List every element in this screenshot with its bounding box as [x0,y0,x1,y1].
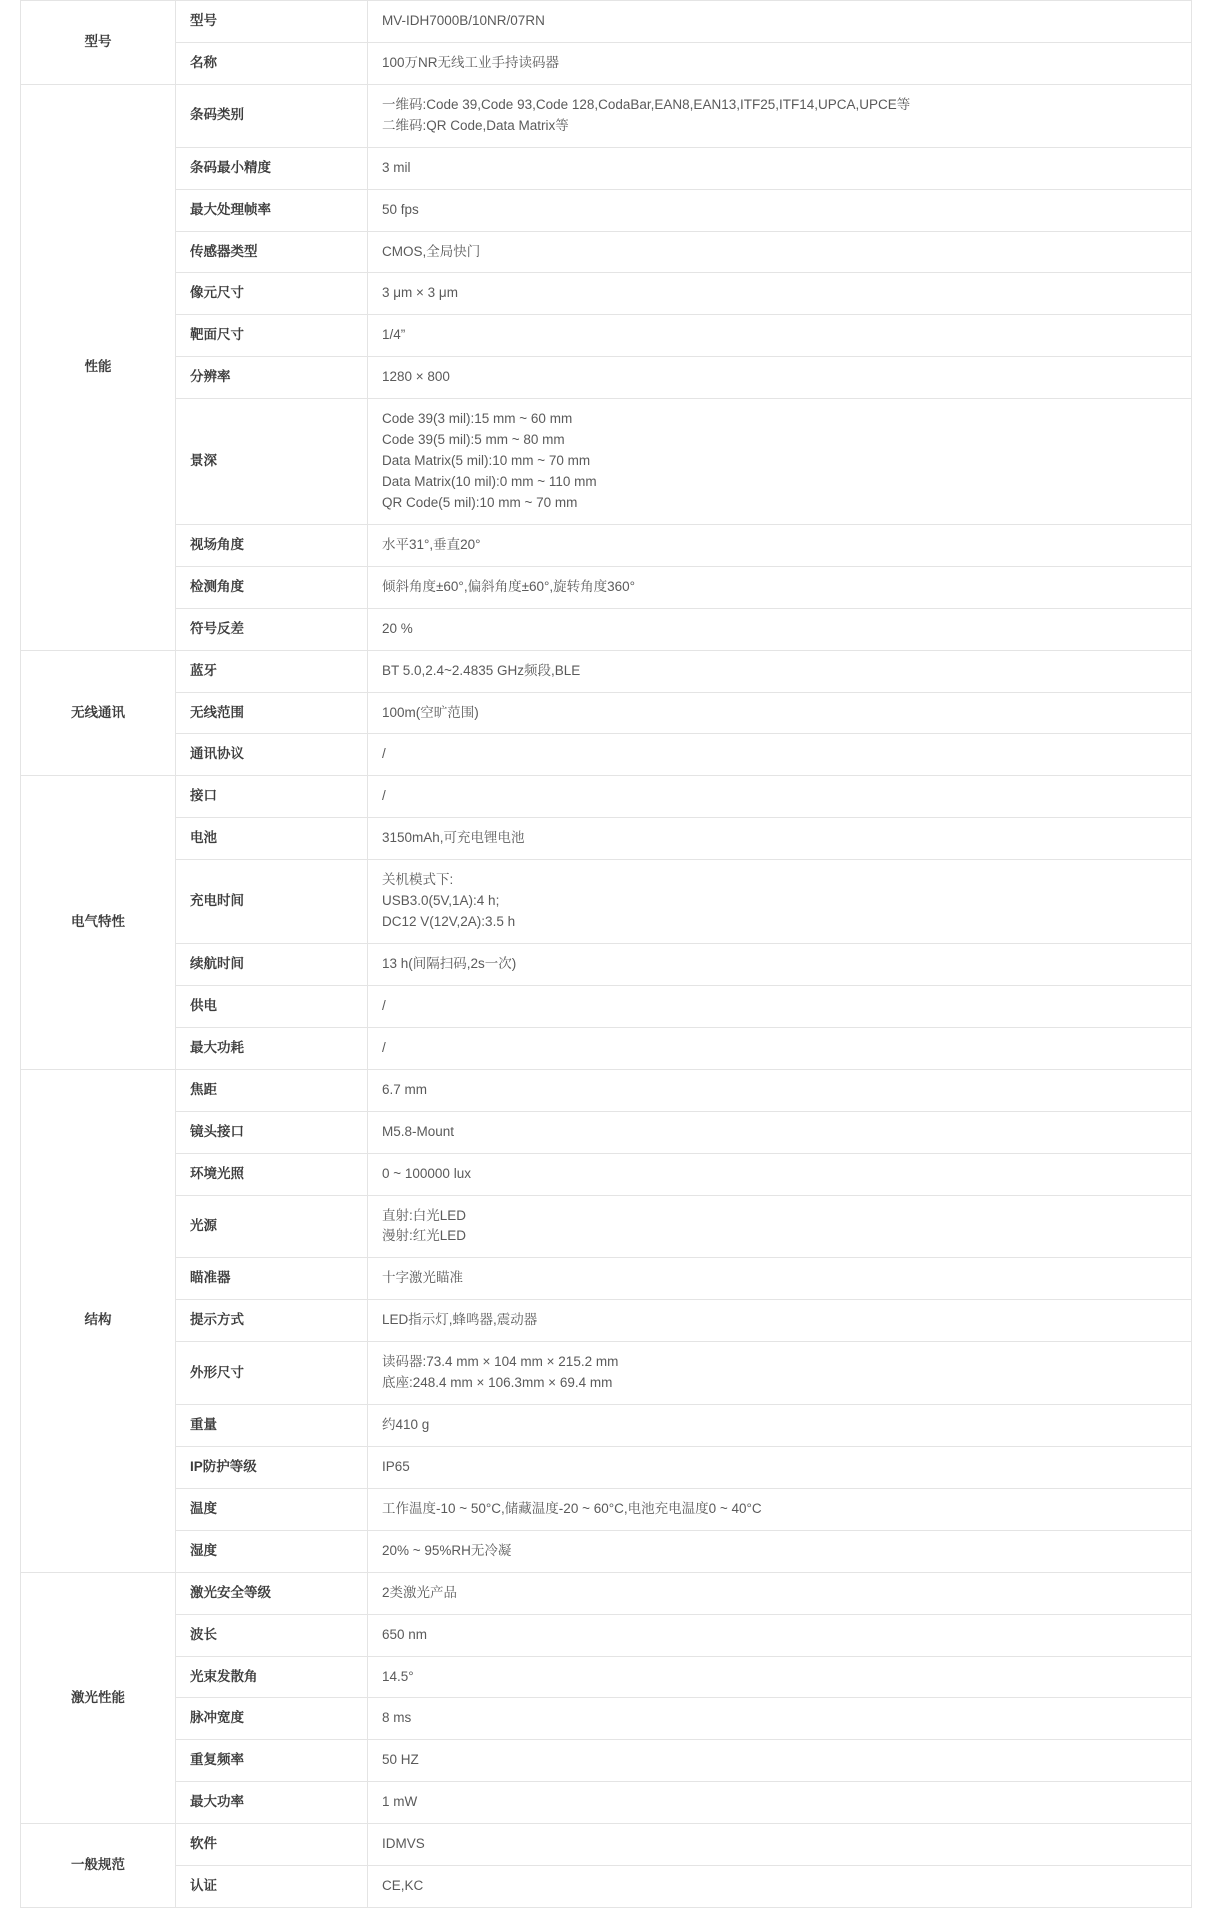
spec-value [368,189,1192,231]
spec-value-line: Data Matrix(10 mil):0 mm ~ 110 mm [382,473,597,489]
spec-value [368,1656,1192,1698]
spec-key: 无线范围 [176,692,368,734]
table-row [21,1656,1192,1698]
table-row [21,1027,1192,1069]
group-label: 结构 [21,1069,176,1572]
spec-value [368,42,1192,84]
table-row [21,566,1192,608]
spec-value [368,818,1192,860]
table-row [21,1824,1192,1866]
spec-key: 靶面尺寸 [176,315,368,357]
table-row [21,1258,1192,1300]
spec-key: 最大功耗 [176,1027,368,1069]
spec-key: 名称 [176,42,368,84]
spec-value-line: / [382,1039,386,1055]
spec-value [368,1111,1192,1153]
spec-value-line: 漫射:红光LED [382,1228,467,1244]
spec-value [368,734,1192,776]
spec-key: 光源 [176,1195,368,1258]
spec-value [368,860,1192,944]
spec-key: 环境光照 [176,1153,368,1195]
spec-key: 分辨率 [176,357,368,399]
spec-value-line: M5.8-Mount [382,1123,455,1139]
spec-value [368,399,1192,525]
spec-value [368,1488,1192,1530]
spec-value-line: 底座:248.4 mm × 106.3mm × 69.4 mm [382,1375,613,1391]
spec-value-line: 二维码:QR Code,Data Matrix等 [382,117,569,133]
table-row [21,650,1192,692]
spec-value-line: CMOS,全局快门 [382,243,481,259]
table-row [21,1069,1192,1111]
table-row [21,1446,1192,1488]
table-row [21,84,1192,147]
spec-value-line: IP65 [382,1458,410,1474]
spec-key: 焦距 [176,1069,368,1111]
spec-value-line: 650 nm [382,1626,428,1642]
spec-value-line: 十字激光瞄准 [382,1270,463,1286]
spec-value-line: 约410 g [382,1417,430,1433]
table-row [21,524,1192,566]
spec-value-line: 14.5° [382,1668,414,1684]
spec-value-line: Code 39(3 mil):15 mm ~ 60 mm [382,411,573,427]
table-row [21,1614,1192,1656]
spec-key: 型号 [176,1,368,43]
group-label: 激光性能 [21,1572,176,1824]
table-row [21,357,1192,399]
table-row [21,1153,1192,1195]
table-row [21,399,1192,525]
spec-value-line: 一维码:Code 39,Code 93,Code 128,CodaBar,EAN8,EAN13,ITF25,ITF14,UPCA,UPCE等 [382,96,911,112]
table-row [21,1782,1192,1824]
spec-value-line: DC12 V(12V,2A):3.5 h [382,914,516,930]
spec-value [368,1405,1192,1447]
table-row [21,1488,1192,1530]
table-row [21,1740,1192,1782]
spec-value-line: / [382,746,386,762]
spec-key: 电池 [176,818,368,860]
spec-value [368,692,1192,734]
spec-value-line: IDMVS [382,1836,425,1852]
spec-value-line: LED指示灯,蜂鸣器,震动器 [382,1312,538,1328]
spec-key: 重量 [176,1405,368,1447]
group-label: 无线通讯 [21,650,176,776]
spec-value-line: BT 5.0,2.4~2.4835 GHz频段,BLE [382,662,581,678]
spec-value-line: USB3.0(5V,1A):4 h; [382,893,500,909]
spec-value [368,1698,1192,1740]
spec-key: 激光安全等级 [176,1572,368,1614]
spec-key: 充电时间 [176,860,368,944]
spec-value [368,1530,1192,1572]
group-label: 一般规范 [21,1824,176,1908]
spec-key: 认证 [176,1866,368,1908]
spec-value-line: 1280 × 800 [382,369,450,385]
spec-key: 条码最小精度 [176,147,368,189]
spec-value-line: / [382,997,386,1013]
spec-value [368,231,1192,273]
spec-value [368,650,1192,692]
spec-key: 镜头接口 [176,1111,368,1153]
spec-value-line: 工作温度-10 ~ 50°C,储藏温度-20 ~ 60°C,电池充电温度0 ~ 40°C [382,1500,762,1516]
spec-value-line: 50 HZ [382,1752,419,1768]
spec-key: 重复频率 [176,1740,368,1782]
spec-key: IP防护等级 [176,1446,368,1488]
table-row [21,1195,1192,1258]
spec-value-line: 直射:白光LED [382,1207,467,1223]
spec-key: 通讯协议 [176,734,368,776]
table-row [21,943,1192,985]
spec-value [368,608,1192,650]
spec-value [368,1153,1192,1195]
spec-value-line: 关机模式下: [382,872,454,888]
spec-key: 蓝牙 [176,650,368,692]
spec-value [368,1740,1192,1782]
spec-value-line: 3 mil [382,159,411,175]
spec-key: 检测角度 [176,566,368,608]
spec-value [368,943,1192,985]
spec-value [368,357,1192,399]
spec-key: 传感器类型 [176,231,368,273]
spec-value-line: 3 μm × 3 μm [382,285,458,301]
table-row [21,692,1192,734]
table-row [21,1572,1192,1614]
spec-value-line: 6.7 mm [382,1081,428,1097]
table-row [21,1530,1192,1572]
table-row [21,818,1192,860]
spec-value-line: 8 ms [382,1710,412,1726]
spec-value-line: CE,KC [382,1878,424,1894]
table-row [21,1698,1192,1740]
group-label: 性能 [21,84,176,650]
spec-value [368,566,1192,608]
spec-value [368,273,1192,315]
table-row [21,231,1192,273]
table-row [21,1866,1192,1908]
table-row [21,42,1192,84]
spec-key: 湿度 [176,1530,368,1572]
spec-value [368,1446,1192,1488]
spec-key: 最大处理帧率 [176,189,368,231]
spec-value [368,1572,1192,1614]
spec-key: 条码类别 [176,84,368,147]
table-row [21,273,1192,315]
spec-key: 外形尺寸 [176,1342,368,1405]
spec-value-line: 2类激光产品 [382,1584,458,1600]
spec-value-line: 100万NR无线工业手持读码器 [382,54,560,70]
spec-value [368,147,1192,189]
spec-value [368,1614,1192,1656]
spec-value-line: 100m(空旷范围) [382,704,479,720]
spec-value-line: 20 % [382,620,413,636]
spec-value [368,776,1192,818]
spec-value [368,84,1192,147]
spec-value [368,1,1192,43]
table-row [21,1111,1192,1153]
spec-value-line: 倾斜角度±60°,偏斜角度±60°,旋转角度360° [382,578,636,594]
spec-value-line: 13 h(间隔扫码,2s一次) [382,955,517,971]
spec-key: 续航时间 [176,943,368,985]
spec-value [368,985,1192,1027]
spec-key: 供电 [176,985,368,1027]
table-row [21,1342,1192,1405]
spec-key: 最大功率 [176,1782,368,1824]
table-row [21,1300,1192,1342]
spec-key: 符号反差 [176,608,368,650]
spec-key: 脉冲宽度 [176,1698,368,1740]
spec-value-line: 3150mAh,可充电锂电池 [382,830,525,846]
table-row [21,985,1192,1027]
table-row [21,1405,1192,1447]
spec-value [368,1866,1192,1908]
spec-value [368,315,1192,357]
spec-key: 提示方式 [176,1300,368,1342]
spec-key: 景深 [176,399,368,525]
table-row [21,1,1192,43]
group-label: 型号 [21,1,176,85]
spec-value [368,524,1192,566]
spec-value [368,1300,1192,1342]
spec-key: 温度 [176,1488,368,1530]
spec-key: 视场角度 [176,524,368,566]
spec-value-line: / [382,788,386,804]
spec-key: 瞄准器 [176,1258,368,1300]
spec-value-line: 0 ~ 100000 lux [382,1165,471,1181]
table-row [21,860,1192,944]
table-row [21,147,1192,189]
spec-key: 波长 [176,1614,368,1656]
spec-value-line: MV-IDH7000B/10NR/07RN [382,13,545,28]
spec-value-line: QR Code(5 mil):10 mm ~ 70 mm [382,494,578,510]
spec-key: 像元尺寸 [176,273,368,315]
table-row [21,776,1192,818]
spec-key: 接口 [176,776,368,818]
spec-value-line: Data Matrix(5 mil):10 mm ~ 70 mm [382,453,591,469]
spec-value-line: 20% ~ 95%RH无冷凝 [382,1542,512,1558]
spec-value-line: 读码器:73.4 mm × 104 mm × 215.2 mm [382,1354,619,1370]
spec-value-line: 50 fps [382,201,419,217]
spec-value [368,1342,1192,1405]
spec-key: 软件 [176,1824,368,1866]
table-row [21,734,1192,776]
table-row [21,315,1192,357]
spec-value-line: 1 mW [382,1794,418,1810]
spec-value [368,1824,1192,1866]
table-row [21,608,1192,650]
spec-value-line: Code 39(5 mil):5 mm ~ 80 mm [382,432,565,448]
group-label: 电气特性 [21,776,176,1069]
specification-table [20,0,1192,1908]
spec-value [368,1258,1192,1300]
spec-value [368,1069,1192,1111]
spec-value-line: 1/4” [382,327,406,343]
spec-key: 光束发散角 [176,1656,368,1698]
spec-value [368,1195,1192,1258]
table-row [21,189,1192,231]
specification-table-body [21,1,1192,1908]
spec-value [368,1027,1192,1069]
spec-value [368,1782,1192,1824]
spec-value-line: 水平31°,垂直20° [382,536,481,552]
